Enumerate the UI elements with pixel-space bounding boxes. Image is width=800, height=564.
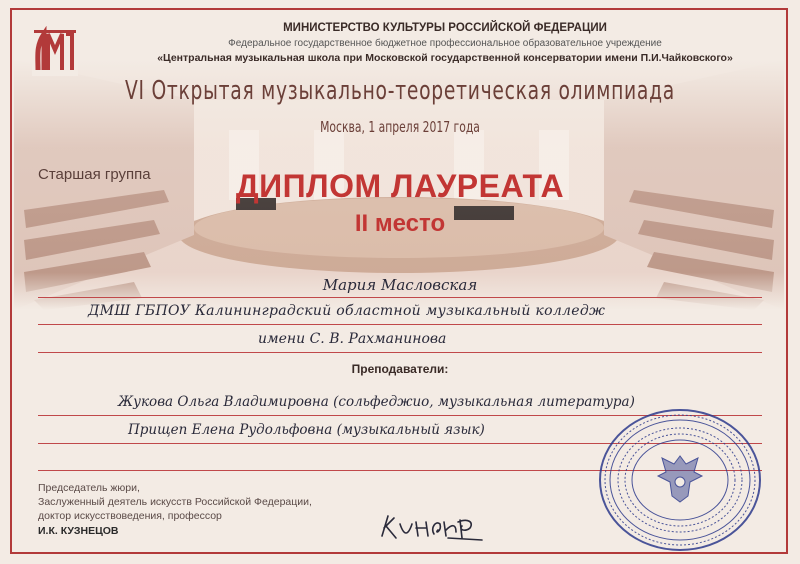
place-label: II место <box>354 210 446 237</box>
event-date: Москва, 1 апреля 2017 года <box>320 118 480 136</box>
institution-type: Федеральное государственное бюджетное профессиональное образовательное учреждение <box>228 38 662 49</box>
rule-line <box>38 352 762 353</box>
teacher-line2: Прищеп Елена Рудольфовна (музыкальный язык) <box>128 422 485 438</box>
signatory-title: Заслуженный деятель искусств Российской Федерации, <box>38 496 312 508</box>
rule-line <box>38 324 762 325</box>
awardee-name: Мария Масловская <box>322 276 478 294</box>
handwritten-signature <box>378 510 488 544</box>
school-logo-icon <box>32 26 78 76</box>
rule-line <box>38 297 762 298</box>
awardee-school-line2: имени С. В. Рахманинова <box>258 331 447 347</box>
teachers-label: Преподаватели: <box>351 362 449 376</box>
signatory-role: Председатель жюри, <box>38 482 140 494</box>
group-label: Старшая группа <box>38 166 151 183</box>
awardee-school-line1: ДМШ ГБПОУ Калининградский областной музыкальный колледж <box>88 303 606 319</box>
signatory-name: И.К. КУЗНЕЦОВ <box>38 525 119 537</box>
event-title: VI Открытая музыкально-теоретическая олимпиада <box>125 76 675 106</box>
institution-name: «Центральная музыкальная школа при Московской государственной консерватории имени П.И.Чайковского» <box>157 52 733 64</box>
teacher-line1: Жукова Ольга Владимировна (сольфеджио, музыкальная литература) <box>118 394 635 410</box>
official-stamp-icon <box>596 406 764 554</box>
ministry-title: МИНИСТЕРСТВО КУЛЬТУРЫ РОССИЙСКОЙ ФЕДЕРАЦИИ <box>283 22 607 34</box>
signatory-degree: доктор искусствоведения, профессор <box>38 510 222 522</box>
diploma-title: ДИПЛОМ ЛАУРЕАТА <box>235 168 565 204</box>
